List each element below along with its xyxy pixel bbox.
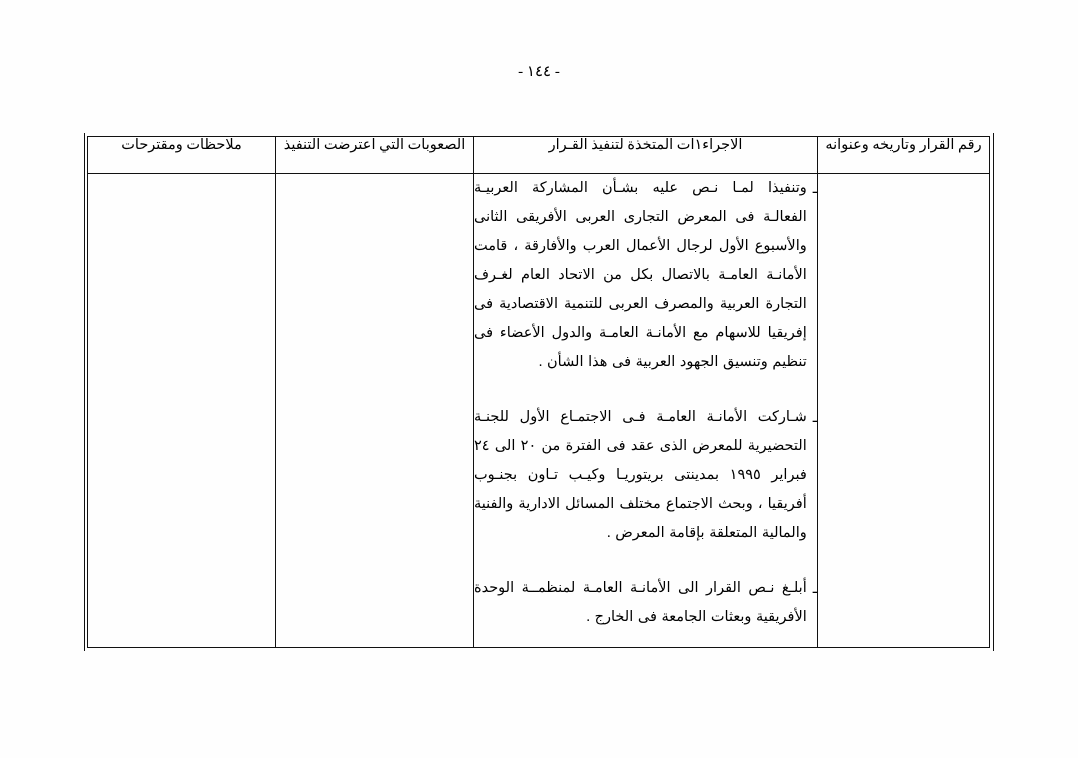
text-line: والأسبوع الأول لرجال الأعمال العرب والأفارقة ، قامت (474, 238, 807, 254)
cell-notes (88, 174, 276, 648)
bullet-dash: ـ (812, 581, 817, 597)
cell-decision (818, 174, 990, 648)
decision-followup-table (88, 136, 990, 648)
text-line: شـاركت الأمانـة العامـة فـى الاجتمـاع الأول للجنـة (474, 409, 807, 425)
column-header-notes: ملاحظات ومقترحات (88, 137, 276, 174)
text-line: التجارة العربية والمصرف العربى للتنمية الاقتصادية فى (474, 296, 807, 312)
action-paragraph-text (474, 174, 807, 377)
table-header-row (88, 137, 990, 174)
page-number: - ١٤٤ - (518, 64, 560, 80)
column-header-actions: الاجراء١ات المتخذة لتنفيذ القـرار (474, 137, 818, 174)
table (87, 136, 990, 648)
text-line: تنظيم وتنسيق الجهود العربية فى هذا الشأن . (538, 354, 807, 370)
action-paragraph (474, 174, 817, 377)
action-paragraph (474, 403, 817, 548)
text-line: وتنفيذا لمـا نـص عليه بشـأن المشاركة العربيـة (474, 180, 807, 196)
action-paragraph-text (474, 403, 807, 548)
text-line: أبلـغ نـص القرار الى الأمانـة العامـة لمنظمــة الوحدة (474, 580, 807, 596)
column-header-problems: الصعوبات التي اعترضت التنفيذ (276, 137, 474, 174)
text-line: الأمانـة العامـة بالاتصال بكل من الاتحاد العام لغـرف (474, 267, 807, 283)
action-paragraph (474, 574, 817, 632)
text-line: إفريقيا للاسهام مع الأمانـة العامـة والدول الأعضاء فى (474, 325, 807, 341)
text-line: الأفريقية وبعثات الجامعة فى الخارج . (586, 609, 807, 625)
text-line: التحضيرية للمعرض الذى عقد فى الفترة من ٢٠ الى ٢٤ (474, 438, 807, 454)
text-line: أفريقيا ، وبحث الاجتماع مختلف المسائل الادارية والفنية (474, 496, 807, 512)
table-row (88, 174, 990, 648)
text-line: الفعالـة فى المعرض التجارى العربى الأفريقى الثانى (474, 209, 807, 225)
text-line: فبراير ١٩٩٥ بمدينتى بريتوريـا وكيـب تـاون بجنـوب (474, 467, 807, 483)
bullet-dash: ـ (812, 410, 817, 426)
action-paragraph-text (474, 574, 807, 632)
column-header-decision: رقم القرار وتاريخه وعنوانه (818, 137, 990, 174)
table-header (88, 137, 990, 174)
table-body (88, 174, 990, 648)
bullet-dash: ـ (812, 181, 817, 197)
cell-actions (474, 174, 818, 648)
text-line: والمالية المتعلقة بإقامة المعرض . (607, 525, 807, 541)
cell-problems (276, 174, 474, 648)
